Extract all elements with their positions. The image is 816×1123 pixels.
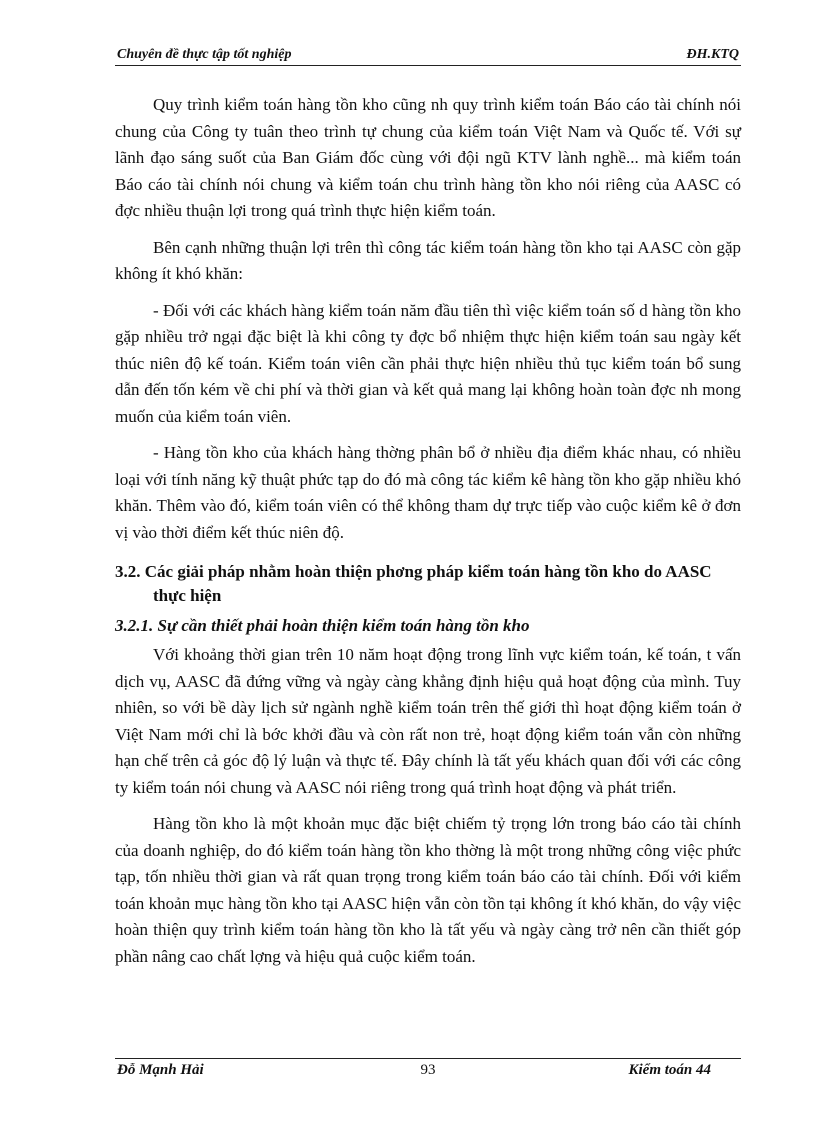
header-code: ĐH.KTQ <box>686 47 739 62</box>
paragraph: Bên cạnh những thuận lợi trên thì công tác kiểm toán hàng tồn kho tại AASC còn gặp không ít khó khăn: <box>115 237 741 283</box>
footer-class: Kiểm toán 44 <box>628 1062 711 1078</box>
section-heading: 3.2. Các giải pháp nhằm hoàn thiện phơng pháp kiểm toán hàng tồn kho do AASC thực hiện <box>115 562 712 605</box>
page-header <box>115 47 741 66</box>
paragraph: - Hàng tồn kho của khách hàng thờng phân bổ ở nhiều địa điểm khác nhau, có nhiều loại với tính năng kỹ thuật phức tạp do đó mà công tác kiểm kê hàng tồn kho gặp nhiều khó khăn. Thêm vào đó, kiểm toán viên có thể không tham dự trực tiếp vào cuộc kiểm kê ở đơn vị vào thời điểm kết thúc niên độ. <box>115 443 741 542</box>
paragraph: Quy trình kiểm toán hàng tồn kho cũng nh quy trình kiểm toán Báo cáo tài chính nói chung của Công ty tuân theo trình tự chung của kiểm toán Việt Nam và Quốc tế. Với sự lãnh đạo sáng suốt của Ban Giám đốc cùng với đội ngũ KTV lành nghề... mà kiểm toán Báo cáo tài chính nói chung và kiểm toán chu trình hàng tồn kho nói riêng của AASC có đợc nhiều thuận lợi trong quá trình thực hiện kiểm toán. <box>115 95 741 220</box>
footer-author: Đỗ Mạnh Hải <box>117 1062 204 1078</box>
page-body <box>115 92 741 970</box>
paragraph: Hàng tồn kho là một khoản mục đặc biệt chiếm tỷ trọng lớn trong báo cáo tài chính của doanh nghiệp, do đó kiểm toán hàng tồn kho thờng là một trong những công việc phức tạp, tốn nhiều thời gian và rất quan trọng trong kiểm toán báo cáo tài chính. Đối với kiểm toán khoản mục hàng tồn kho tại AASC hiện vẫn còn tồn tại không ít khó khăn, do vậy việc hoàn thiện quy trình kiểm toán hàng tồn kho là tất yếu và ngày càng trở nên cần thiết góp phần nâng cao chất lợng và hiệu quả cuộc kiểm toán. <box>115 814 741 966</box>
subsection-heading: 3.2.1. Sự cần thiết phải hoàn thiện kiểm toán hàng tồn kho <box>115 616 530 635</box>
header-title: Chuyên đề thực tập tốt nghiệp <box>117 47 292 62</box>
page-number: 93 <box>420 1062 436 1078</box>
paragraph: - Đối với các khách hàng kiểm toán năm đầu tiên thì việc kiểm toán số d hàng tồn kho gặp nhiều trở ngại đặc biệt là khi công ty đợc bổ nhiệm thực hiện kiểm toán sau ngày kết thúc niên độ kế toán. Kiểm toán viên cần phải thực hiện nhiều thủ tục kiểm toán bổ sung dẫn đến tốn kém về chi phí và thời gian và kết quả mang lại không hoàn toàn đợc nh mong muốn của kiểm toán viên. <box>115 300 741 426</box>
paragraph: Với khoảng thời gian trên 10 năm hoạt động trong lĩnh vực kiểm toán, kế toán, t vấn dịch vụ, AASC đã đứng vững và ngày càng khẳng định hiệu quả hoạt động của mình. Tuy nhiên, so với bề dày lịch sử ngành nghề kiểm toán trên thế giới thì hoạt động kiểm toán ở Việt Nam mới chỉ là bớc khởi đầu và còn rất non trẻ, hoạt động kiểm toán vẫn còn những hạn chế trên cả góc độ lý luận và thực tế. Đây chính là tất yếu khách quan đối với các công ty kiểm toán nói chung và AASC nói riêng trong quá trình hoạt động và phát triển. <box>115 645 741 797</box>
page-footer <box>115 1058 741 1079</box>
